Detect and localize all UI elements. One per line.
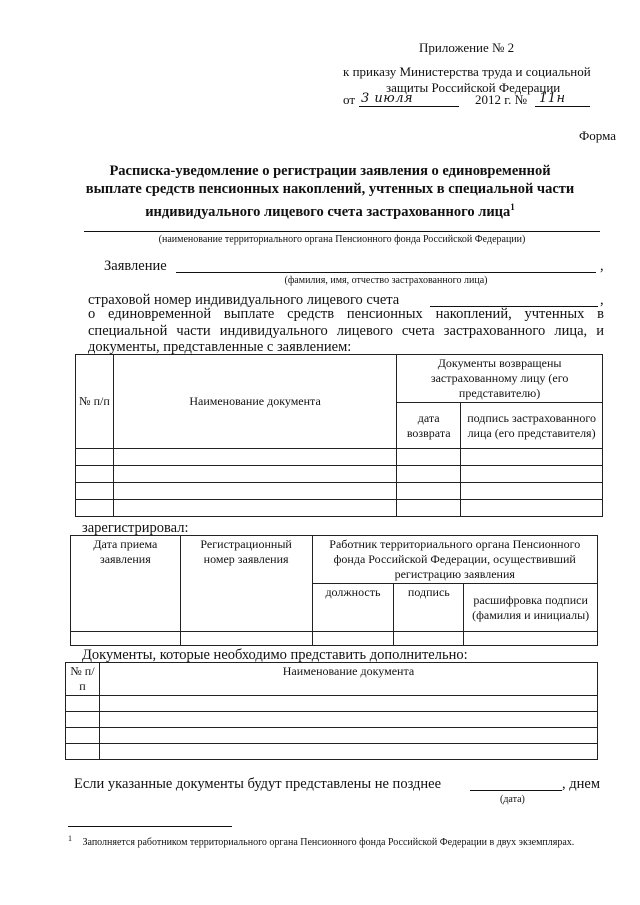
number-underline (535, 106, 590, 107)
col-number-header: № п/п (76, 355, 114, 449)
order-line-1: к приказу Министерства труда и социальной (343, 64, 591, 79)
col-decode-header: расшифровка подписи (фамилия и инициалы) (464, 584, 598, 632)
date-prefix: от (343, 92, 356, 107)
footnote-text: Заполняется работником территориального органа Пенсионного фонда Российской Федерации в двух экземплярах. (82, 837, 575, 849)
deadline-end: , днем (562, 776, 600, 792)
table-row (76, 483, 603, 500)
year-number-text: 2012 г. № (475, 92, 528, 107)
table-row (66, 744, 598, 760)
col-position-header: должность (312, 584, 394, 632)
table-row (66, 712, 598, 728)
appendix-label: Приложение № 2 (419, 40, 515, 55)
table-row (76, 466, 603, 483)
col-sign-header: подпись (394, 584, 464, 632)
deadline-text: Если указанные документы будут представлены не позднее (74, 776, 442, 792)
number-handwritten: 11н (539, 91, 566, 106)
table-row (76, 500, 603, 517)
returned-documents-table (75, 354, 603, 517)
snils-comma: , (600, 292, 604, 308)
title-footnote-mark: 1 (510, 202, 515, 212)
statement-label: Заявление (104, 258, 167, 274)
snils-text: страховой номер индивидуального лицевого счета (88, 292, 400, 308)
deadline-date-caption: (дата) (500, 794, 525, 805)
fio-comma: , (600, 258, 604, 274)
extra-documents-label: Документы, которые необходимо представить дополнительно: (82, 647, 468, 663)
deadline-date-line (470, 790, 562, 791)
statement-line-4: документы, представленные с заявлением: (88, 339, 352, 355)
footnote-mark: 1 (68, 834, 72, 843)
order-date-line (343, 92, 593, 112)
organ-name-line (84, 231, 600, 232)
col-document-name-header: Наименование документа (99, 663, 597, 696)
table-row (66, 728, 598, 744)
table-row (66, 696, 598, 712)
col-number-header: № п/п (66, 663, 100, 696)
document-title (70, 162, 590, 221)
footnote-separator (68, 826, 232, 827)
col-return-date-header: дата возврата (397, 403, 461, 449)
table-row (76, 449, 603, 466)
col-worker-header: Работник территориального органа Пенсионного фонда Российской Федерации, осуществивший регистрацию заявления (312, 536, 597, 584)
footnote (68, 832, 598, 850)
statement-line-3: специальной части индивидуального лицевого счета застрахованного лица, и (88, 323, 604, 339)
col-returned-header: Документы возвращены застрахованному лицу (его представителю) (397, 355, 603, 403)
registered-label: зарегистрировал: (82, 520, 189, 536)
date-handwritten: 3 июля (361, 91, 414, 106)
organ-caption: (наименование территориального органа Пенсионного фонда Российской Федерации) (158, 234, 526, 245)
order-line-2: защиты Российской Федерации (386, 80, 561, 95)
col-receive-date-header: Дата приема заявления (71, 536, 181, 632)
col-document-name-header: Наименование документа (113, 355, 396, 449)
title-line-3: индивидуального лицевого счета застрахованного лица$^1$ (145, 202, 515, 220)
title-line-2: выплате средств пенсионных накоплений, учтенных в специальной части (85, 181, 575, 197)
title-line-1: Расписка-уведомление о регистрации заявления о единовременной (109, 163, 551, 179)
col-signature-header: подпись застрахованного лица (его представителя) (461, 403, 603, 449)
registration-table (70, 535, 598, 646)
fio-caption: (фамилия, имя, отчество застрахованного лица) (284, 275, 488, 286)
fio-line (176, 272, 596, 273)
extra-documents-table (65, 662, 598, 760)
form-label: Форма (579, 128, 616, 143)
statement-line-2: о единовременной выплате средств пенсионных накоплений, учтенных в (88, 306, 604, 322)
table-row (71, 632, 598, 646)
date-underline (359, 106, 459, 107)
col-reg-number-header: Регистрационный номер заявления (180, 536, 312, 632)
